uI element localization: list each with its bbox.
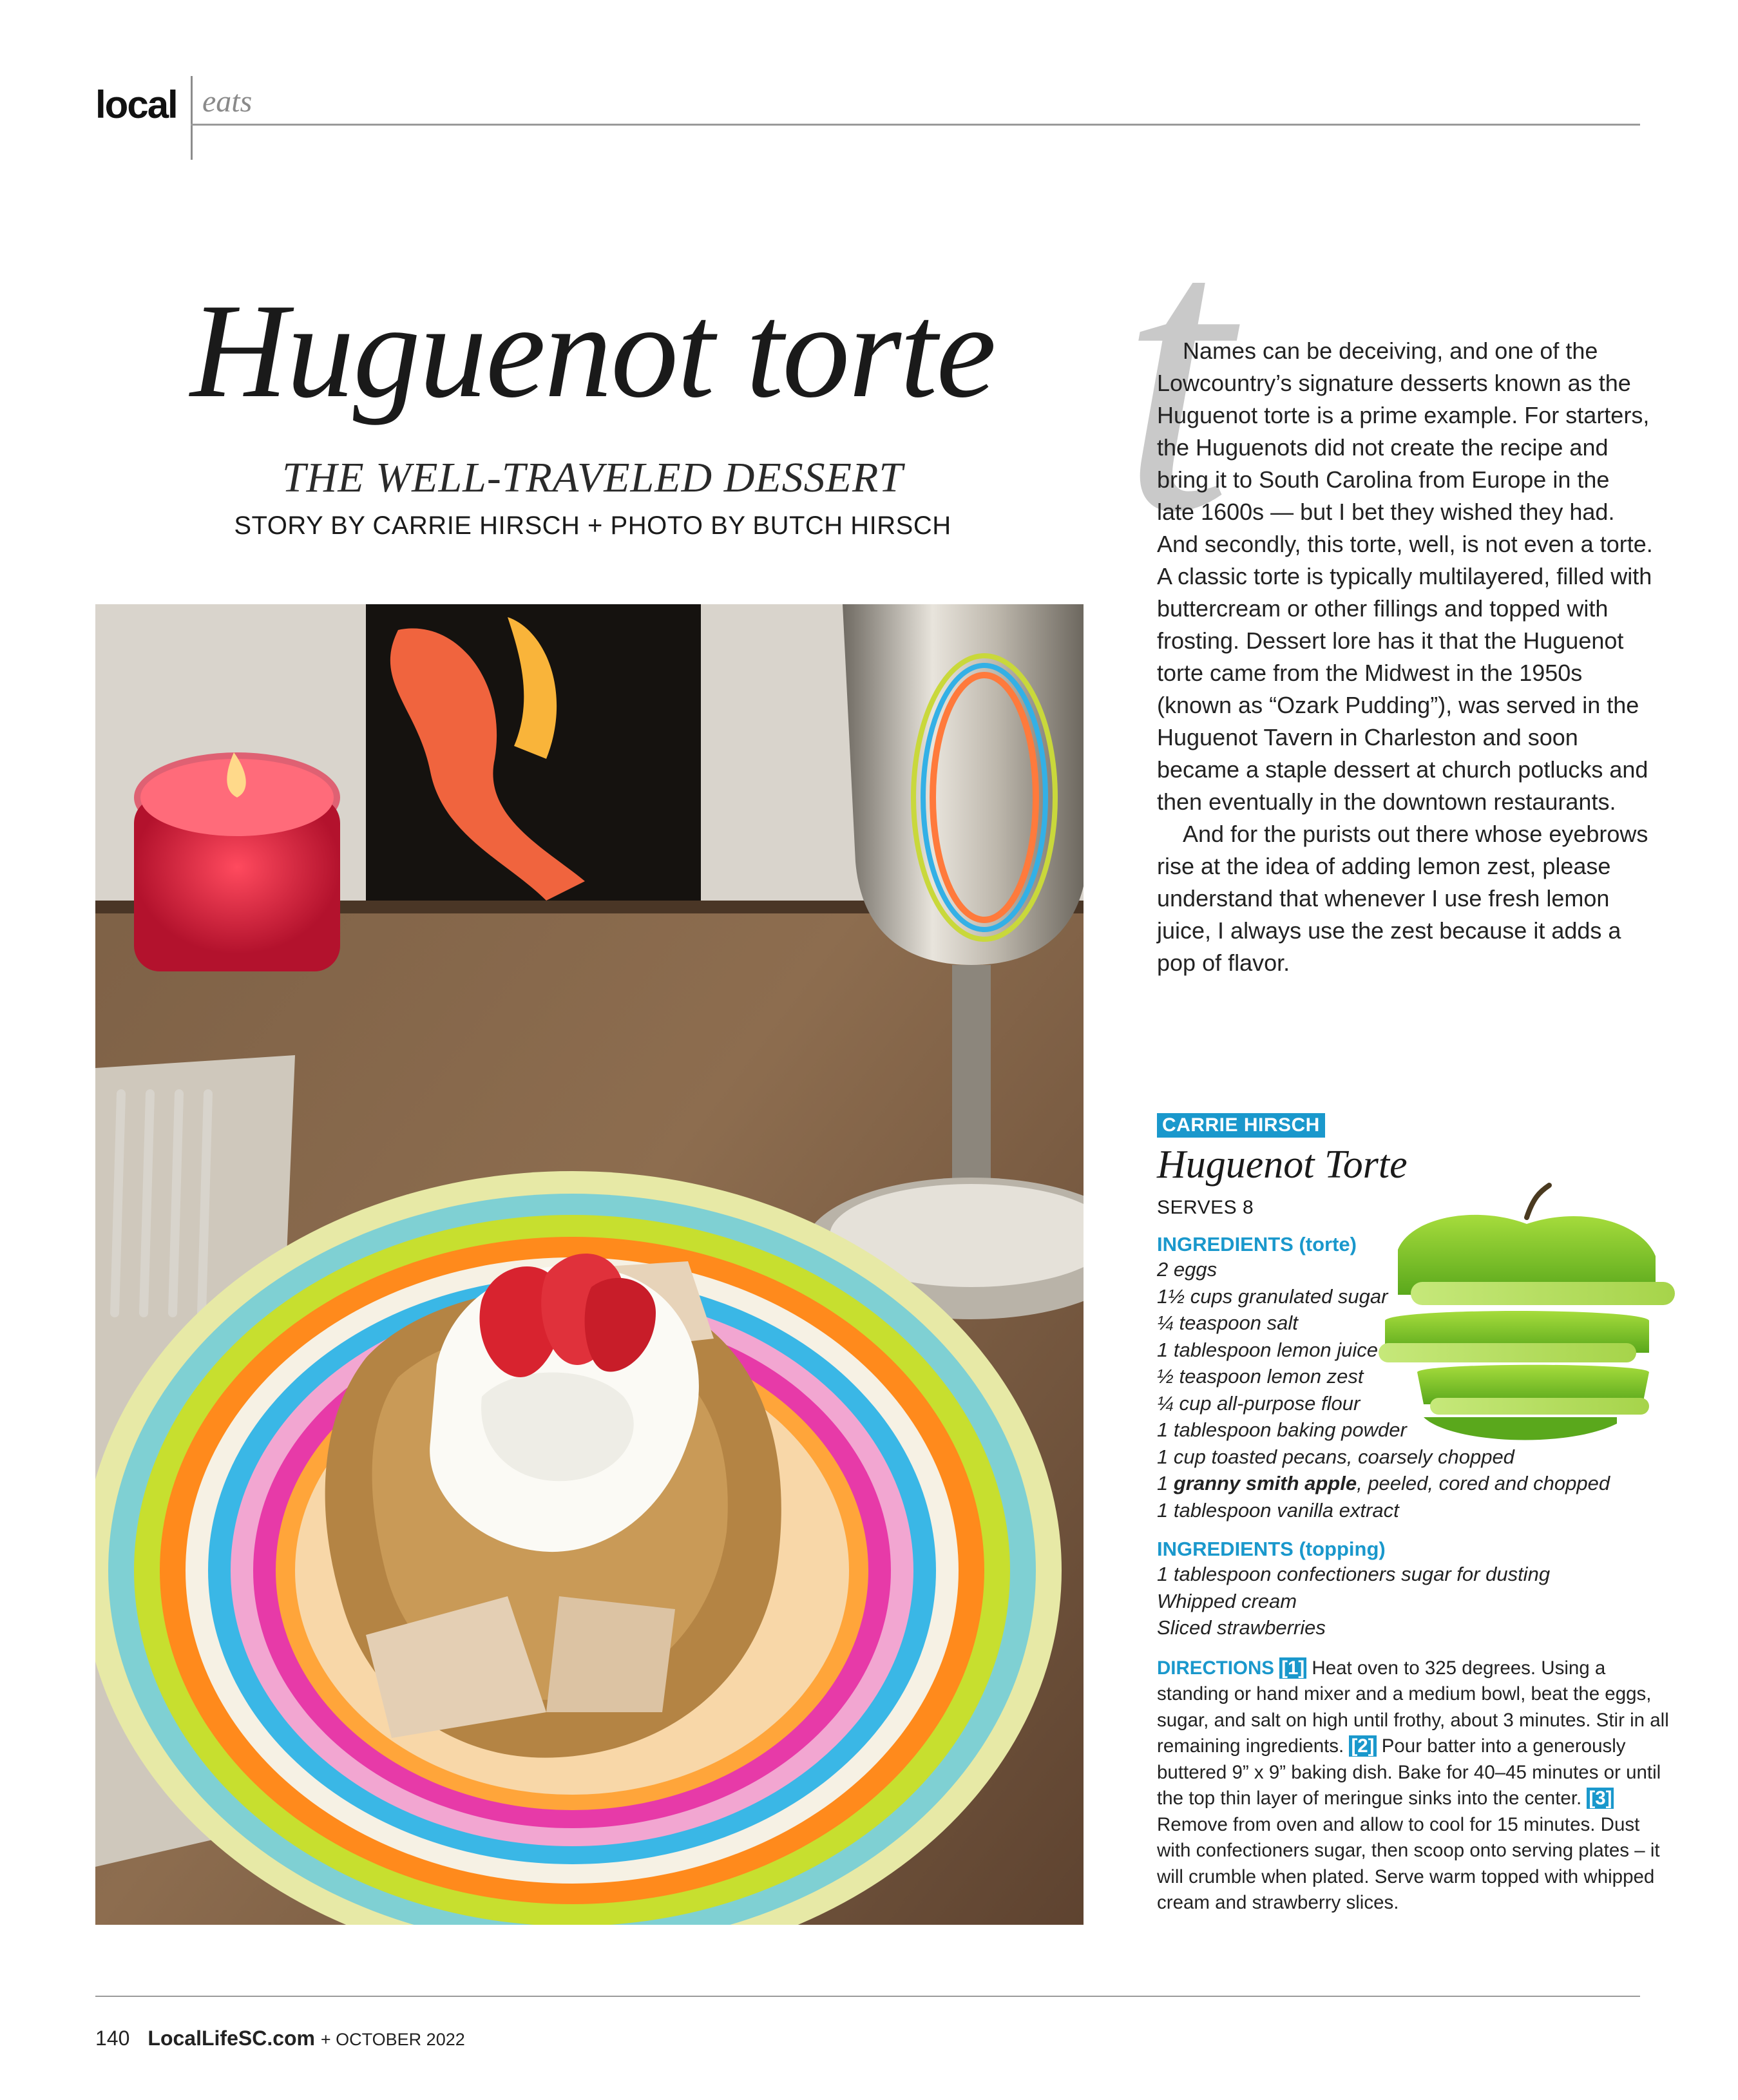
- ingredient-item: 1½ cups granulated sugar: [1157, 1284, 1388, 1308]
- footer-rule: [95, 1996, 1640, 1997]
- section-label: eats: [202, 84, 253, 119]
- ingredients-torte-heading: INGREDIENTS (torte): [1157, 1233, 1357, 1255]
- step-number: [1]: [1279, 1657, 1306, 1679]
- ingredient-item: Sliced strawberries: [1157, 1616, 1326, 1639]
- header-divider: [191, 76, 193, 160]
- drop-cap: t: [1121, 153, 1232, 595]
- ingredient-item: ¼ cup all-purpose flour: [1157, 1391, 1361, 1415]
- article-subtitle: THE WELL-TRAVELED DESSERT: [282, 454, 904, 501]
- header-rule: [191, 124, 1640, 126]
- ingredient-item: 1 tablespoon vanilla extract: [1157, 1498, 1399, 1522]
- recipe-title: Huguenot Torte: [1157, 1143, 1408, 1187]
- directions-heading: DIRECTIONS: [1157, 1657, 1274, 1679]
- apple-name: granny smith apple: [1173, 1472, 1357, 1494]
- green-apple-icon: [1372, 1179, 1675, 1449]
- page-footer: [95, 2027, 465, 2050]
- brand-logo: local: [95, 83, 177, 126]
- apple-qty: 1: [1157, 1472, 1174, 1494]
- recipe-directions: [1157, 1656, 1672, 1916]
- ingredient-item-apple: [1157, 1470, 1672, 1497]
- ingredient-item: 1 tablespoon baking powder: [1157, 1418, 1407, 1441]
- step-number: [2]: [1349, 1735, 1376, 1757]
- ingredient-item: ½ teaspoon lemon zest: [1157, 1365, 1364, 1388]
- page-number: 140: [95, 2027, 130, 2050]
- ingredient-item: Whipped cream: [1157, 1589, 1297, 1612]
- ingredient-item: ¼ teaspoon salt: [1157, 1312, 1298, 1334]
- intro-paragraph: And for the purists out there whose eyebrows rise at the idea of adding lemon zest, please understand that whenever I use fresh lemon juice, I always use the zest because it adds a pop of flavor.: [1157, 821, 1648, 976]
- ingredient-item: 2 eggs: [1157, 1258, 1218, 1281]
- step-text: Pour batter into a generously buttered 9” x 9” baking dish. Bake for 40–45 minutes or until the top thin layer of meringue sinks into the center.: [1157, 1735, 1661, 1809]
- dessert-photo: [95, 604, 1084, 1925]
- article-title: Huguenot torte: [190, 276, 995, 426]
- ingredient-item: 1 cup toasted pecans, coarsely chopped: [1157, 1445, 1514, 1468]
- step-number: [3]: [1587, 1788, 1614, 1809]
- apple-prep: , peeled, cored and chopped: [1357, 1472, 1610, 1494]
- recipe-credit: CARRIE HIRSCH: [1157, 1113, 1325, 1138]
- recipe-serves: SERVES 8: [1157, 1197, 1254, 1218]
- article-byline: STORY BY CARRIE HIRSCH + PHOTO BY BUTCH HIRSCH: [234, 511, 951, 540]
- ingredients-topping-list: [1157, 1561, 1672, 1641]
- site-link[interactable]: LocalLifeSC.com: [148, 2027, 315, 2050]
- intro-paragraph: Names can be deceiving, and one of the Lowcountry’s signature desserts known as the Huguenot torte is a prime example. For starters, the Huguenots did not create the recipe and bring it to South Carolina from Europe in the late 1600s — but I bet they wished they had. And secondly, this torte, well, is not even a torte. A classic torte is typically multilayered, filled with buttercream or other fillings and topped with frosting. Dessert lore has it that the Huguenot torte came from the Midwest in the 1950s (known as “Ozark Pudding”), was served in the Huguenot Tavern in Charleston and soon became a staple dessert at church potlucks and then eventually in the downtown restaurants.: [1157, 338, 1653, 815]
- article-intro: [1157, 335, 1653, 979]
- step-text: Remove from oven and allow to cool for 15 minutes. Dust with confectioners sugar, then scoop onto serving plates – it will crumble when plated. Serve warm topped with whipped cream and strawberry slices.: [1157, 1813, 1660, 1913]
- ingredient-item: 1 tablespoon confectioners sugar for dusting: [1157, 1563, 1551, 1585]
- step-text: Heat oven to 325 degrees. Using a standing or hand mixer and a medium bowl, beat the eggs, sugar, and salt on high until frothy, about 3 minutes. Stir in all remaining ingredients.: [1157, 1657, 1669, 1757]
- ingredient-item: 1 tablespoon lemon juice: [1157, 1338, 1378, 1361]
- ingredients-topping-heading: INGREDIENTS (topping): [1157, 1538, 1386, 1560]
- issue-date: + OCTOBER 2022: [320, 2030, 465, 2049]
